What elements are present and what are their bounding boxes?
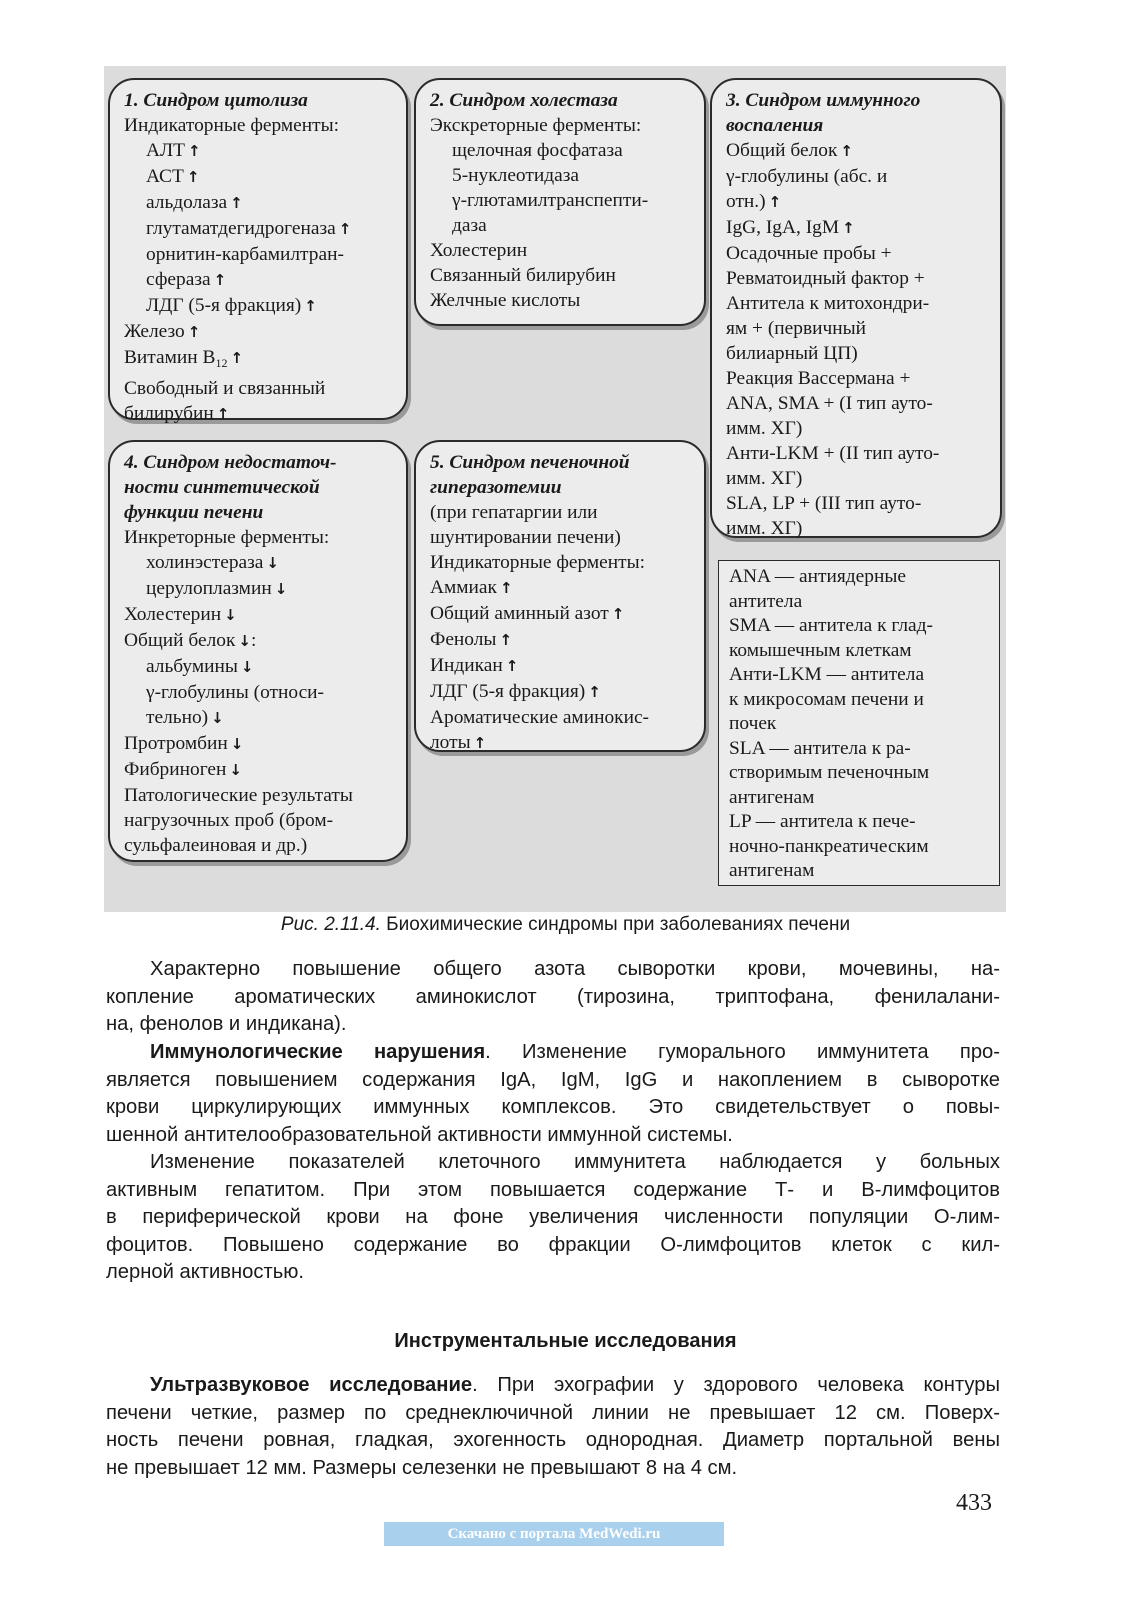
box-title: ности синтетической [124, 477, 320, 498]
legend-line: комышечным клеткам [729, 639, 912, 661]
syndrome-box-cytolysis [108, 78, 408, 424]
arrow-down-icon: ↓ [230, 735, 244, 753]
box-line: шунтировании печени) [430, 527, 621, 548]
box-line: имм. ХГ) [726, 418, 803, 439]
box-line: Антитела к митохондри- [726, 293, 930, 314]
box-line: γ-глютамилтранспепти- [452, 190, 649, 211]
arrow-up-icon: ↑ [230, 349, 244, 367]
text-line: фоцитов. Повышено содержание во фракции О-лимфоцитов клеток с кил- [106, 1233, 1000, 1256]
box-line: Индикаторные ферменты: [124, 115, 340, 136]
box-line: Патологические результаты [124, 785, 353, 806]
arrow-up-icon: ↑ [842, 219, 855, 237]
text-line: активным гепатитом. При этом повышается содержание Т- и В-лимфоцитов [106, 1178, 1000, 1201]
box-line: ЛДГ (5-я фракция) ↑ [146, 295, 317, 316]
box-line: глутаматдегидрогеназа ↑ [146, 218, 352, 239]
paragraph-ultrasound [106, 1372, 1000, 1482]
arrow-up-icon: ↑ [473, 734, 487, 752]
box-line: γ-глобулины (абс. и [726, 166, 888, 187]
box-title: 2. Синдром холестаза [430, 90, 618, 111]
text-line: в периферической крови на фоне увеличения численности популяции О-лим- [106, 1206, 1000, 1229]
box-line: билиарный ЦП) [726, 343, 858, 364]
box-title: 5. Синдром печеночной [430, 452, 630, 473]
box-line: (при гепатаргии или [430, 502, 598, 523]
box-line: Реакция Вассермана + [726, 368, 911, 389]
text-line: Характерно повышение общего азота сыворотки крови, мочевины, на- [150, 958, 1000, 980]
box-line: IgG, IgA, IgM ↑ [726, 217, 855, 238]
page-number: 433 [956, 1490, 992, 1516]
box-line: ям + (первичный [726, 318, 867, 339]
section-heading: Инструментальные исследования [394, 1330, 737, 1352]
box-line: Витамин $B_{12}$ ↑ [124, 347, 244, 370]
box-line: Фенолы ↑ [430, 629, 513, 650]
syndrome-box-immune-inflammation [710, 78, 1002, 538]
box-line: нагрузочных проб (бром- [124, 810, 334, 831]
box-line: имм. ХГ) [726, 518, 803, 539]
box-line: Осадочные пробы + [726, 243, 892, 264]
arrow-down-icon: ↓ [229, 761, 242, 779]
arrow-up-icon: ↑ [499, 631, 513, 649]
arrow-up-icon: ↑ [611, 605, 625, 623]
box-line: Фибриноген ↓ [124, 759, 242, 780]
box-line: лоты ↑ [430, 732, 487, 753]
arrow-up-icon: ↑ [230, 194, 243, 212]
box-line: АСТ ↑ [146, 166, 200, 187]
paragraph-cellular-immunity [106, 1149, 1000, 1287]
box-line: Холестерин ↓ [124, 604, 237, 625]
box-line: SLA, LP + (III тип ауто- [726, 493, 922, 514]
text-line: Иммунологические нарушения. Изменение гуморального иммунитета про- [150, 1041, 1000, 1063]
arrow-up-icon: ↑ [304, 297, 317, 315]
syndrome-box-cholestasis [414, 78, 706, 326]
arrow-down-icon: ↓ [224, 606, 237, 624]
syndrome-box-synthetic-insufficiency [108, 440, 408, 862]
box-line: Холестерин [430, 240, 528, 261]
legend-line: LP — антитела к пече- [729, 811, 916, 832]
box-line: билирубин ↑ [124, 403, 230, 424]
legend-line: ночно-панкреатическим [729, 835, 929, 857]
paragraph-azotemia [106, 956, 1000, 1039]
box-line: Индикан ↑ [430, 655, 519, 676]
box-line: 5-нуклеотидаза [452, 165, 579, 186]
text-line: лерной активностью. [106, 1261, 305, 1284]
box-line: Свободный и связанный [124, 378, 326, 399]
arrow-up-icon: ↑ [505, 657, 519, 675]
text-line: крови циркулирующих иммунных комплексов. Это свидетельствует о повы- [106, 1096, 1000, 1119]
box-line: Аммиак ↑ [430, 577, 513, 598]
arrow-up-icon: ↑ [213, 271, 227, 289]
box-title: гиперазотемии [430, 477, 562, 498]
text-line: Изменение показателей клеточного иммунитета наблюдается у больных [150, 1151, 1000, 1173]
box-line: Общий белок ↑ [726, 140, 853, 161]
box-line: Экскреторные ферменты: [430, 115, 642, 136]
legend-line: антигенам [729, 786, 815, 808]
arrow-down-icon: ↓ [238, 632, 251, 650]
abbreviation-legend [718, 560, 1000, 886]
arrow-down-icon: ↓ [240, 658, 254, 676]
arrow-up-icon: ↑ [338, 220, 352, 238]
box-line: отн.) ↑ [726, 191, 782, 212]
watermark-banner: Скачано с портала MedWedi.ru [384, 1522, 724, 1546]
box-line: Общий белок ↓: [124, 630, 257, 651]
legend-line: антигенам [729, 860, 815, 881]
arrow-down-icon: ↓ [211, 709, 224, 727]
box-title: 1. Синдром цитолиза [124, 90, 308, 111]
box-line: Ароматические аминокис- [430, 707, 650, 728]
text-line: не превышает 12 мм. Размеры селезенки не превышают 8 на 4 см. [106, 1456, 738, 1479]
legend-line: створимым печеночным [729, 762, 930, 783]
box-line: ANA, SMA + (I тип ауто- [726, 393, 933, 414]
box-line: Ревматоидный фактор + [726, 268, 925, 289]
text-line: копление ароматических аминокислот (тирозина, триптофана, фенилалани- [106, 985, 1000, 1008]
text-line: шенной антителообразовательной активности иммунной системы. [106, 1123, 733, 1146]
box-line: церулоплазмин ↓ [146, 578, 288, 599]
text-line: печени четкие, размер по среднеключичной линии не превышает 12 см. Поверх- [106, 1401, 1000, 1424]
box-title: функции печени [124, 502, 264, 523]
arrow-down-icon: ↓ [266, 554, 279, 572]
arrow-up-icon: ↑ [186, 168, 200, 186]
box-line: орнитин-карбамилтран- [146, 244, 344, 265]
text-line: на, фенолов и индикана). [106, 1013, 347, 1036]
box-line: альбумины ↓ [146, 656, 254, 677]
box-line: Индикаторные ферменты: [430, 552, 646, 573]
legend-line: SMA — антитела к глад- [729, 615, 933, 636]
box-line: Общий аминный азот ↑ [430, 603, 625, 624]
text-line: ность печени ровная, гладкая, эхогенность однородная. Диаметр портальной вены [106, 1429, 1000, 1452]
box-line: сульфалеиновая и др.) [124, 835, 308, 856]
box-line: Железо ↑ [124, 321, 201, 342]
box-line: ЛДГ (5-я фракция) ↑ [430, 681, 601, 702]
arrow-up-icon: ↑ [187, 323, 201, 341]
box-line: Инкреторные ферменты: [124, 527, 330, 548]
caption-text: Биохимические синдромы при заболеваниях печени [386, 914, 851, 935]
box-line: Связанный билирубин [430, 265, 616, 286]
box-line: Анти-LKM + (II тип ауто- [726, 443, 940, 464]
box-line: γ-глобулины (относи- [146, 682, 325, 703]
box-line: имм. ХГ) [726, 468, 803, 489]
box-line: альдолаза ↑ [146, 192, 243, 213]
figure-caption [0, 914, 1131, 936]
arrow-up-icon: ↑ [588, 683, 601, 701]
arrow-up-icon: ↑ [768, 193, 782, 211]
legend-line: SLA — антитела к ра- [729, 737, 911, 759]
arrow-down-icon: ↓ [274, 580, 288, 598]
caption-label: Рис. 2.11.4. [280, 914, 381, 935]
legend-line: к микросомам печени и [729, 688, 924, 710]
box-line: АЛТ ↑ [146, 140, 201, 161]
box-line: холинэстераза ↓ [146, 552, 279, 573]
arrow-up-icon: ↑ [216, 405, 230, 423]
legend-line: Анти-LKM — антитела [729, 664, 925, 685]
box-line: Желчные кислоты [430, 290, 581, 311]
text-line: является повышением содержания IgA, IgM, IgG и накоплением в сыворотке [106, 1068, 1000, 1091]
syndrome-box-hepatic-hyperazotemia [414, 440, 706, 752]
legend-line: ANA — антиядерные [729, 566, 906, 587]
legend-line: почек [729, 713, 777, 734]
box-line: даза [452, 215, 487, 236]
arrow-up-icon: ↑ [840, 142, 853, 160]
box-title: 3. Синдром иммунного [726, 90, 921, 111]
box-line: щелочная фосфатаза [452, 140, 623, 161]
box-title: 4. Синдром недостаточ- [124, 452, 337, 473]
arrow-up-icon: ↑ [188, 142, 201, 160]
legend-line: антитела [729, 590, 803, 612]
box-title: воспаления [726, 115, 824, 136]
box-line: тельно) ↓ [146, 707, 224, 728]
paragraph-immunology [106, 1039, 1000, 1149]
text-line: Ультразвуковое исследование. При эхографии у здорового человека контуры [150, 1374, 1000, 1396]
box-line: Протромбин ↓ [124, 733, 244, 754]
box-line: сфераза ↑ [146, 269, 227, 290]
arrow-up-icon: ↑ [499, 579, 513, 597]
